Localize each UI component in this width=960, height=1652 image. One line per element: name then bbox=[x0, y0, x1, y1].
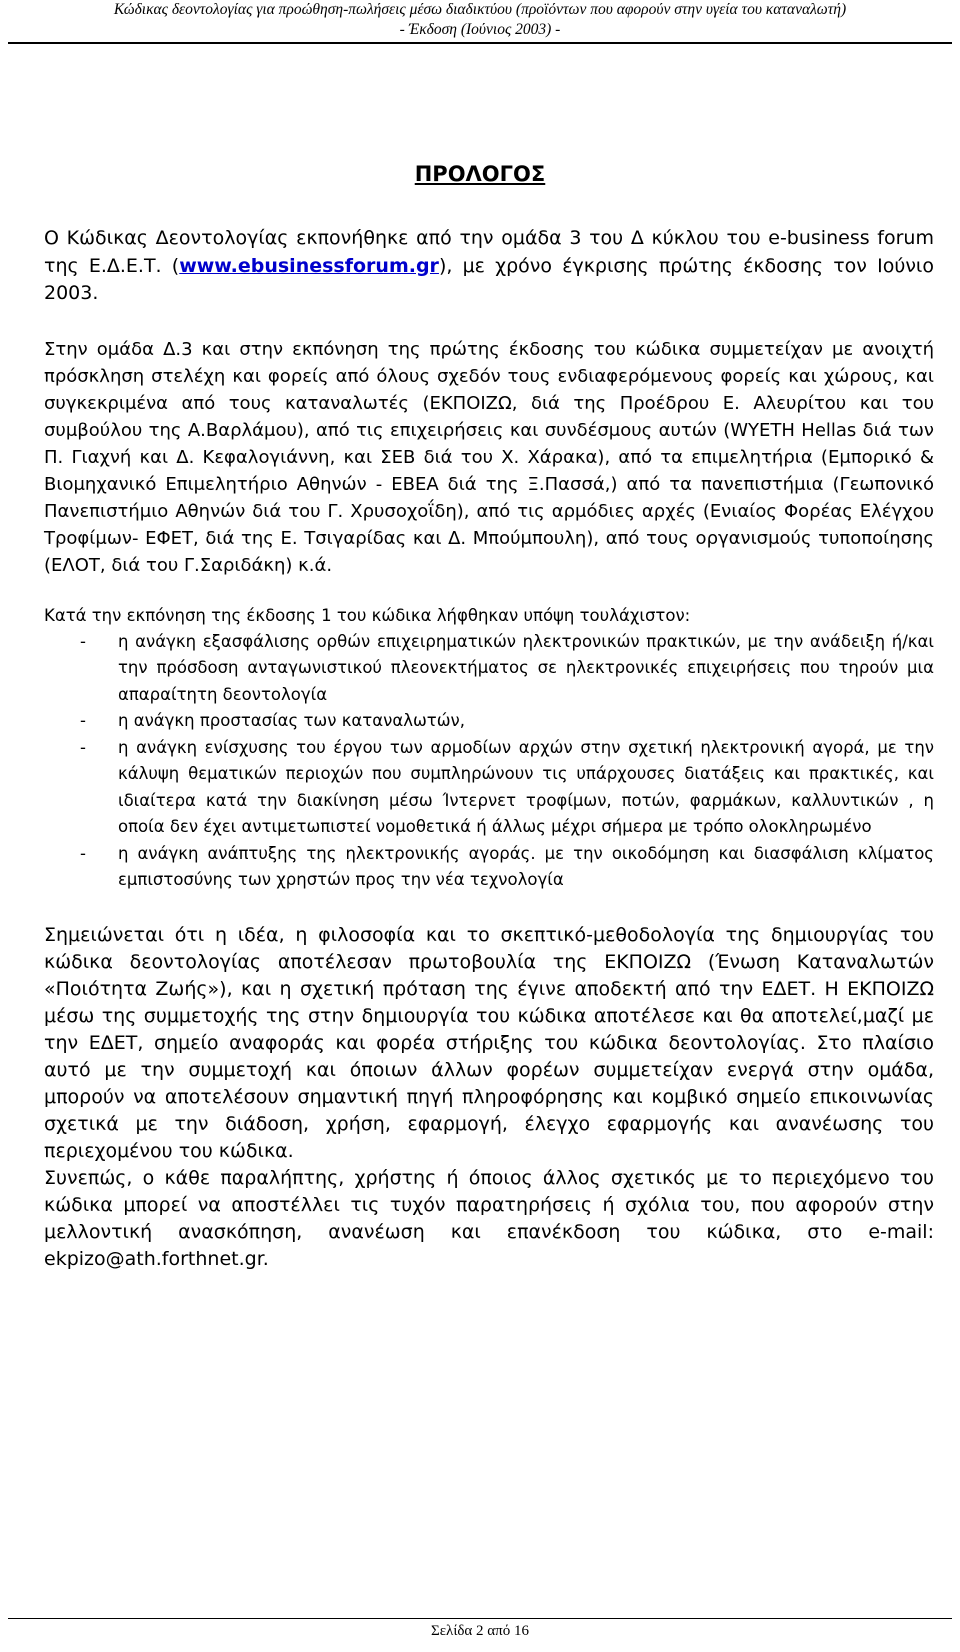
intro-text-after: ), με χρόνο έγκρισης πρώτης έκδοσης τον Ιούνιο 2003. bbox=[44, 254, 934, 304]
considerations-list bbox=[44, 629, 934, 894]
list-item-text: η ανάγκη εξασφάλισης ορθών επιχειρηματικών ηλεκτρονικών πρακτικών, με την ανάδειξη ή/και την πρόσδοση ανταγωνιστικού πλεονεκτήματος σε ηλεκτρονικές επιχειρήσεις που τηρούν μια απαραίτητη δεοντολογία bbox=[118, 631, 934, 704]
bullet-dash: - bbox=[80, 737, 86, 757]
feedback-paragraph: Συνεπώς, ο κάθε παραλήπτης, χρήστης ή όποιος άλλος σχετικός με το περιεχόμενο του κώδικα μπορεί να αποστέλλει τις τυχόν παρατηρήσεις ή σχόλια του, που αφορούν στην μελλοντική ανασκόπηση, ανανέωση και επανέκδοση του κώδικα, στο e-mail: ekpizo@ath.forthnet.gr. bbox=[44, 1166, 934, 1270]
list-item bbox=[44, 841, 934, 894]
list-item bbox=[44, 708, 934, 735]
list-item-text: η ανάγκη προστασίας των καταναλωτών, bbox=[118, 711, 465, 730]
list-item-text: η ανάγκη ανάπτυξης της ηλεκτρονικής αγοράς. με την οικοδόμηση και διασφάλιση κλίματος εμπιστοσύνης των χρηστών προς την νέα τεχνολογία bbox=[118, 843, 934, 889]
header-line-1: Κώδικας δεοντολογίας για προώθηση-πωλήσεις μέσω διαδικτύου (προϊόντων που αφορούν στην υγεία του καταναλωτή) bbox=[113, 1, 847, 18]
document-body bbox=[44, 225, 934, 1273]
list-item bbox=[44, 735, 934, 841]
list-item bbox=[44, 629, 934, 709]
bullet-dash: - bbox=[80, 843, 86, 863]
header-line-2: - Έκδοση (Ιούνιος 2003) - bbox=[399, 21, 561, 38]
intro-paragraph bbox=[44, 225, 934, 308]
initiative-paragraph: Σημειώνεται ότι η ιδέα, η φιλοσοφία και το σκεπτικό-μεθοδολογία της δημιουργίας του κώδικα δεοντολογίας αποτέλεσαν πρωτοβουλία της ΕΚΠΟΙΖΩ (Ένωση Καταναλωτών «Ποιότητα Ζωής»), και η σχετική πρόταση της έγινε αποδεκτή από την ΕΔΕΤ. Η ΕΚΠΟΙΖΩ μέσω της συμμετοχής της στην δημιουργία του κώδικα αποτέλεσε και θα αποτελεί,μαζί με την ΕΔΕΤ, σημείο αναφοράς και φορέα στήριξης του κώδικα δεοντολογίας. Στο πλαίσιο αυτό με την συμμετοχή και όποιων άλλων φορέων συμμετείχαν ενεργά στην ομάδα, μπορούν να αποτελέσουν σημαντική πηγή πληροφόρησης και κομβικό σημείο επικοινωνίας σχετικά με την διάδοση, χρήση, εφαρμογή, έλεγχο εφαρμογής και ανανέωσης του περιεχομένου του κώδικα. bbox=[44, 923, 934, 1162]
ebusinessforum-link[interactable]: www.ebusinessforum.gr bbox=[179, 254, 439, 277]
list-item-text: η ανάγκη ενίσχυσης του έργου των αρμοδίων αρχών στην σχετική ηλεκτρονική αγορά, με την κάλυψη θεματικών περιοχών που συμπληρώνουν τις υπάρχουσες διατάξεις και πρακτικές, και ιδιαίτερα κατά την διακίνηση μέσω Ίντερνετ τροφίμων, ποτών, φαρμάκων, καλλυντικών , η οποία δεν έχει αντιμετωπιστεί νομοθετικά ή άλλως μέχρι σήμερα με τρόπο ολοκληρωμένο bbox=[118, 737, 934, 836]
bullet-dash: - bbox=[80, 711, 86, 730]
bullet-dash: - bbox=[80, 631, 86, 651]
page-footer bbox=[8, 1618, 952, 1641]
running-header bbox=[8, 0, 952, 44]
page-number: Σελίδα 2 από 16 bbox=[431, 1623, 529, 1639]
considerations-lead: Κατά την εκπόνηση της έκδοσης 1 του κώδικα λήφθηκαν υπόψη τουλάχιστον: bbox=[44, 605, 691, 625]
intro-text-before: Ο Κώδικας Δεοντολογίας εκπονήθηκε από την ομάδα 3 του Δ κύκλου του e-business forum της Ε.Δ.Ε.Τ. ( bbox=[44, 227, 934, 277]
page-title: ΠΡΟΛΟΓΟΣ bbox=[414, 162, 546, 186]
participants-paragraph: Στην ομάδα Δ.3 και στην εκπόνηση της πρώτης έκδοσης του κώδικα συμμετείχαν με ανοιχτή πρόσκληση στελέχη και φορείς από όλους σχεδόν τους ενδιαφερόμενους φορείς και χώρους, και συγκεκριμένα από τους καταναλωτές (ΕΚΠΟΙΖΩ, διά της Προέδρου Ε. Αλευρίτου και του συμβούλου της Α.Βαρλάμου), από τις επιχειρήσεις και συνδέσμους αυτών (WYETH Hellas διά των Π. Γιαχνή και Δ. Κεφαλογιάννη, και ΣΕΒ διά του Χ. Χάρακα), από τα επιμελητήρια (Εμπορικό & Βιομηχανικό Επιμελητήριο Αθηνών - ΕΒΕΑ διά της Ξ.Πασσά,) από τα πανεπιστήμια (Γεωπονικό Πανεπιστήμιο Αθηνών διά του Γ. Χρυσοχοΐδη), από τις αρμόδιες αρχές (Ενιαίος Φορέας Ελέγχου Τροφίμων- ΕΦΕΤ, διά της Ε. Τσιγαρίδας και Δ. Μπούμπουλη), από τους οργανισμούς τυποποίησης (ΕΛΟΤ, διά του Γ.Σαριδάκη) κ.ά. bbox=[44, 338, 934, 576]
